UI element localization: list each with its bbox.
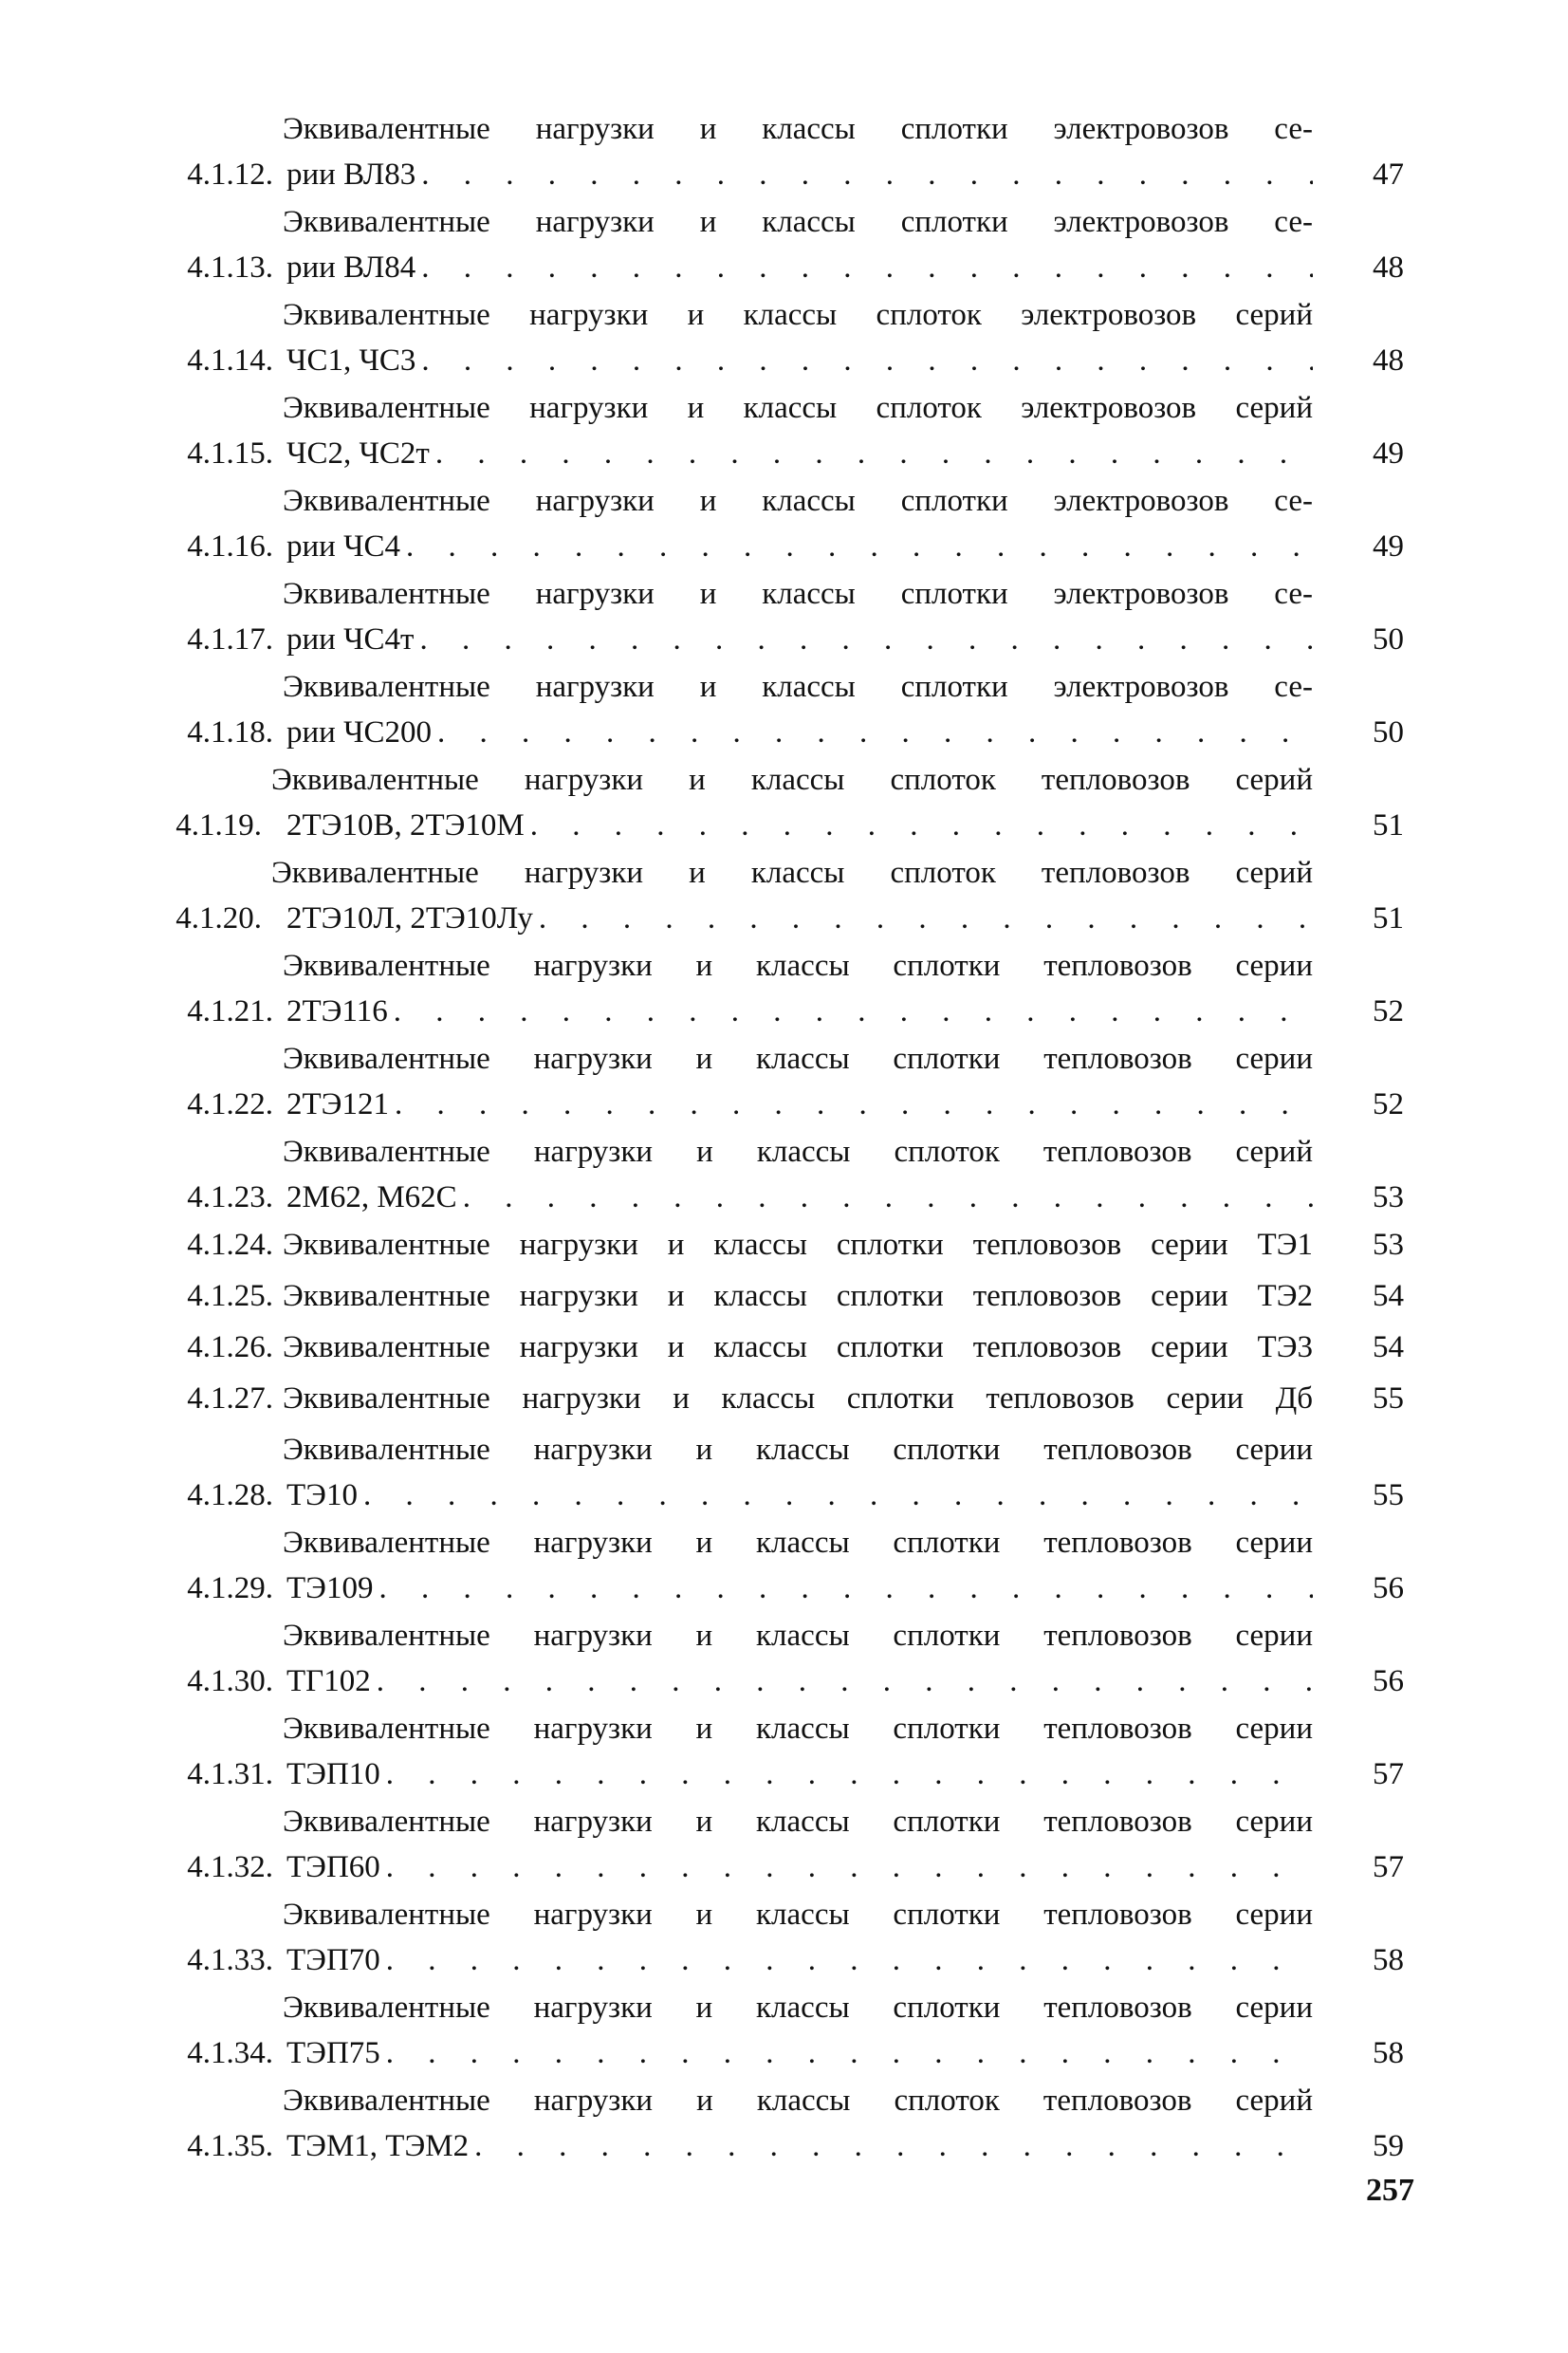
toc-entry <box>142 757 1423 848</box>
toc-entry-title <box>283 106 1313 197</box>
toc-entry-series: ТЭП75 <box>286 2036 380 2070</box>
toc-entry-number: 4.1.20. <box>175 901 262 936</box>
toc-entry-title <box>283 385 1313 476</box>
dot-leader <box>386 1844 1313 1890</box>
toc-entry-number: 4.1.19. <box>175 808 262 843</box>
dot-leader <box>406 524 1313 569</box>
toc-entry-series: ТЭП60 <box>286 1850 380 1884</box>
toc-entry-title <box>283 478 1313 569</box>
toc-entry-series: ЧС1, ЧС3 <box>286 343 416 378</box>
toc-entry <box>142 850 1423 941</box>
toc-entry-number: 4.1.25. <box>187 1279 273 1313</box>
toc-entry-number: 4.1.31. <box>187 1757 273 1791</box>
toc-entry-title-continuation <box>283 1082 1313 1127</box>
toc-entry-title-continuation <box>283 617 1313 662</box>
toc-entry-title <box>271 850 1313 941</box>
toc-entry <box>142 385 1423 476</box>
toc-entry <box>142 1376 1423 1421</box>
toc-entry-page: 51 <box>1373 808 1404 843</box>
dot-leader <box>386 2030 1313 2076</box>
toc-entry <box>142 1892 1423 1983</box>
toc-entry-title <box>283 1892 1313 1983</box>
toc-entry-number: 4.1.24. <box>187 1228 273 1262</box>
toc-entry-title-continuation <box>283 152 1313 197</box>
toc-entry-series: рии ВЛ83 <box>286 157 416 192</box>
toc-entry-series: ТЭМ1, ТЭМ2 <box>286 2129 470 2163</box>
page-number: 257 <box>1366 2173 1414 2208</box>
toc-entry <box>142 664 1423 755</box>
dot-leader <box>437 710 1313 755</box>
toc-entry-title <box>283 1520 1313 1611</box>
toc-entry-series: ТЭ109 <box>286 1571 374 1605</box>
toc-entry-series: рии ЧС200 <box>286 715 433 750</box>
toc-entry-title-line: Эквивалентные нагрузки и классы сплотки тепловозов серии <box>283 1042 1313 1076</box>
dot-leader <box>386 1751 1313 1797</box>
toc-entry-title-continuation <box>283 1473 1313 1518</box>
toc-entry-page: 53 <box>1373 1180 1404 1214</box>
toc-entry-title-continuation <box>283 1751 1313 1797</box>
toc-entry <box>142 1427 1423 1518</box>
toc-entry-title-line: Эквивалентные нагрузки и классы сплотки тепловозов серии <box>283 1805 1313 1839</box>
toc-entry-title <box>283 1129 1313 1220</box>
toc-entry-title <box>283 571 1313 662</box>
dot-leader <box>421 152 1313 197</box>
toc-entry-title <box>283 1376 1313 1421</box>
toc-entry <box>142 1273 1423 1319</box>
toc-entry-series: ЧС2, ЧС2т <box>286 436 430 471</box>
toc-entry-title <box>283 1325 1313 1370</box>
toc-entry <box>142 1985 1423 2076</box>
toc-entry-page: 52 <box>1373 994 1404 1028</box>
toc-entry-series: рии ВЛ84 <box>286 250 416 285</box>
toc-entry-title <box>283 2078 1313 2169</box>
toc-entry-title-continuation <box>283 1844 1313 1890</box>
toc-entry-title-line: Эквивалентные нагрузки и классы сплоток тепловозов серий <box>283 2084 1313 2118</box>
toc-entry-title-continuation <box>283 1937 1313 1983</box>
toc-entry-title <box>283 664 1313 755</box>
toc-entry-page: 56 <box>1373 1664 1404 1698</box>
toc-entry-title <box>283 1706 1313 1797</box>
toc-entry-number: 4.1.34. <box>187 2036 273 2070</box>
toc-entry-title-continuation <box>283 989 1313 1034</box>
toc-entry-title-line: Эквивалентные нагрузки и классы сплоток электровозов серий <box>283 298 1313 332</box>
toc-entry-number: 4.1.27. <box>187 1381 273 1416</box>
toc-entry-title-line: Эквивалентные нагрузки и классы сплотки тепловозов серии <box>283 1991 1313 2025</box>
toc-entry-title-continuation <box>283 1658 1313 1704</box>
toc-entry-series: рии ЧС4т <box>286 622 415 657</box>
toc-entry-title-line: Эквивалентные нагрузки и классы сплотки электровозов се- <box>283 484 1313 518</box>
toc-entry-title-continuation <box>283 1566 1313 1611</box>
toc-entry-page: 48 <box>1373 250 1404 285</box>
toc-entry-title-continuation <box>283 710 1313 755</box>
toc-entry-number: 4.1.26. <box>187 1330 273 1364</box>
dot-leader <box>377 1658 1313 1704</box>
toc-entry-title <box>271 757 1313 848</box>
toc-entry-title-continuation <box>283 2123 1313 2169</box>
toc-entry-title-continuation <box>271 896 1313 941</box>
toc-entry-title <box>283 1985 1313 2076</box>
toc-entry-page: 47 <box>1373 157 1404 192</box>
toc-entry-series: 2ТЭ10В, 2ТЭ10М <box>286 808 525 843</box>
toc-entry-title-line: Эквивалентные нагрузки и классы сплоток тепловозов серий <box>271 763 1313 797</box>
toc-entry <box>142 943 1423 1034</box>
toc-entry-page: 58 <box>1373 2036 1404 2070</box>
toc-entry-title-line: Эквивалентные нагрузки и классы сплотки электровозов се- <box>283 205 1313 239</box>
toc-entry-series: 2М62, М62С <box>286 1180 457 1214</box>
toc-entry-title <box>283 199 1313 290</box>
toc-entry-title-continuation <box>283 338 1313 383</box>
toc-entry-title <box>283 943 1313 1034</box>
toc-entry <box>142 478 1423 569</box>
toc-entry-page: 51 <box>1373 901 1404 936</box>
toc-entry-title <box>283 1222 1313 1268</box>
toc-entry-series: ТЭП70 <box>286 1943 380 1977</box>
toc-entry <box>142 1706 1423 1797</box>
toc-entry-series: 2ТЭ121 <box>286 1087 389 1121</box>
toc-entry <box>142 1129 1423 1220</box>
toc-entry-number: 4.1.17. <box>187 622 273 657</box>
toc-entry-title-continuation <box>283 1175 1313 1220</box>
dot-leader <box>474 2123 1313 2169</box>
toc-entry-page: 54 <box>1373 1279 1404 1313</box>
toc-entry-title-line: Эквивалентные нагрузки и классы сплотки тепловозов серии <box>283 1526 1313 1560</box>
toc-entry-title-continuation <box>283 524 1313 569</box>
toc-entry-number: 4.1.18. <box>187 715 273 750</box>
toc-entry-title-line: Эквивалентные нагрузки и классы сплоток тепловозов серий <box>271 856 1313 890</box>
toc-entry-title-continuation <box>283 431 1313 476</box>
toc-entry-number: 4.1.28. <box>187 1478 273 1512</box>
toc-entry-page: 49 <box>1373 436 1404 471</box>
toc-entry-title-line: Эквивалентные нагрузки и классы сплотки тепловозов серии <box>283 1712 1313 1746</box>
toc-entry-number: 4.1.32. <box>187 1850 273 1884</box>
dot-leader <box>421 245 1313 290</box>
toc-entry-title-line: Эквивалентные нагрузки и классы сплоток электровозов серий <box>283 391 1313 425</box>
dot-leader <box>435 431 1313 476</box>
toc-entry-title-line: Эквивалентные нагрузки и классы сплотки тепловозов серии <box>283 1433 1313 1467</box>
toc-entry-title-line: Эквивалентные нагрузки и классы сплотки электровозов се- <box>283 670 1313 704</box>
toc-entry-number: 4.1.23. <box>187 1180 273 1214</box>
toc-entry-series: рии ЧС4 <box>286 529 401 564</box>
toc-entry-title-continuation <box>283 245 1313 290</box>
dot-leader <box>539 896 1313 941</box>
toc-entry <box>142 1613 1423 1704</box>
toc-entry-title-line: Эквивалентные нагрузки и классы сплотки тепловозов серии Дб <box>283 1381 1313 1416</box>
toc-entry-page: 50 <box>1373 622 1404 657</box>
toc-entry-number: 4.1.15. <box>187 436 273 471</box>
toc-entry-series: ТЭ10 <box>286 1478 358 1512</box>
toc-entry <box>142 1325 1423 1370</box>
toc-entry <box>142 1799 1423 1890</box>
toc-entry-number: 4.1.16. <box>187 529 273 564</box>
toc-entry-title-line: Эквивалентные нагрузки и классы сплотки тепловозов серии <box>283 1619 1313 1653</box>
toc-entry <box>142 199 1423 290</box>
toc-entry <box>142 106 1423 197</box>
toc-entry-number: 4.1.30. <box>187 1664 273 1698</box>
toc-entry-title <box>283 1273 1313 1319</box>
toc-entry <box>142 571 1423 662</box>
toc-entry-page: 57 <box>1373 1850 1404 1884</box>
toc-entry <box>142 1520 1423 1611</box>
toc-entry-title-line: Эквивалентные нагрузки и классы сплотки тепловозов серии ТЭ3 <box>283 1330 1313 1364</box>
toc-entry-title-line: Эквивалентные нагрузки и классы сплотки тепловозов серии ТЭ2 <box>283 1279 1313 1313</box>
toc-entry-number: 4.1.29. <box>187 1571 273 1605</box>
toc-entry-title <box>283 1799 1313 1890</box>
dot-leader <box>394 989 1313 1034</box>
toc-entry-title-line: Эквивалентные нагрузки и классы сплотки электровозов се- <box>283 577 1313 611</box>
toc-entry-number: 4.1.14. <box>187 343 273 378</box>
toc-entry-page: 48 <box>1373 343 1404 378</box>
toc-entry-title-line: Эквивалентные нагрузки и классы сплоток тепловозов серий <box>283 1135 1313 1169</box>
toc-entry-number: 4.1.22. <box>187 1087 273 1121</box>
dot-leader <box>463 1175 1313 1220</box>
toc-entry-number: 4.1.35. <box>187 2129 273 2163</box>
toc-entry-series: 2ТЭ10Л, 2ТЭ10Лу <box>286 901 533 936</box>
toc-entry-page: 59 <box>1373 2129 1404 2163</box>
table-of-contents <box>142 106 1423 2171</box>
dot-leader <box>363 1473 1313 1518</box>
toc-entry-title-line: Эквивалентные нагрузки и классы сплотки тепловозов серии <box>283 949 1313 983</box>
toc-entry-page: 53 <box>1373 1228 1404 1262</box>
toc-entry <box>142 2078 1423 2169</box>
toc-entry-title-line: Эквивалентные нагрузки и классы сплотки электровозов се- <box>283 112 1313 146</box>
toc-entry-number: 4.1.12. <box>187 157 273 192</box>
toc-entry-title-line: Эквивалентные нагрузки и классы сплотки тепловозов серии <box>283 1898 1313 1932</box>
toc-entry-page: 54 <box>1373 1330 1404 1364</box>
toc-entry-title <box>283 1036 1313 1127</box>
toc-entry-title <box>283 1427 1313 1518</box>
toc-entry-title <box>283 292 1313 383</box>
toc-entry-number: 4.1.21. <box>187 994 273 1028</box>
toc-entry-series: 2ТЭ116 <box>286 994 388 1028</box>
dot-leader <box>530 803 1313 848</box>
dot-leader <box>386 1937 1313 1983</box>
toc-entry-series: ТЭП10 <box>286 1757 380 1791</box>
dot-leader <box>378 1566 1313 1611</box>
toc-entry-page: 50 <box>1373 715 1404 750</box>
toc-entry-series: ТГ102 <box>286 1664 371 1698</box>
toc-entry <box>142 1222 1423 1268</box>
toc-entry-page: 57 <box>1373 1757 1404 1791</box>
toc-entry <box>142 292 1423 383</box>
toc-entry-title-continuation <box>271 803 1313 848</box>
toc-entry-page: 58 <box>1373 1943 1404 1977</box>
toc-entry-title <box>283 1613 1313 1704</box>
dot-leader <box>395 1082 1313 1127</box>
toc-entry-number: 4.1.13. <box>187 250 273 285</box>
toc-entry-page: 52 <box>1373 1087 1404 1121</box>
dot-leader <box>419 617 1313 662</box>
toc-entry-page: 55 <box>1373 1478 1404 1512</box>
toc-entry-number: 4.1.33. <box>187 1943 273 1977</box>
toc-entry-page: 56 <box>1373 1571 1404 1605</box>
toc-entry-title-continuation <box>283 2030 1313 2076</box>
toc-entry-title-line: Эквивалентные нагрузки и классы сплотки тепловозов серии ТЭ1 <box>283 1228 1313 1262</box>
toc-entry <box>142 1036 1423 1127</box>
toc-entry-page: 55 <box>1373 1381 1404 1416</box>
toc-entry-page: 49 <box>1373 529 1404 564</box>
dot-leader <box>421 338 1313 383</box>
